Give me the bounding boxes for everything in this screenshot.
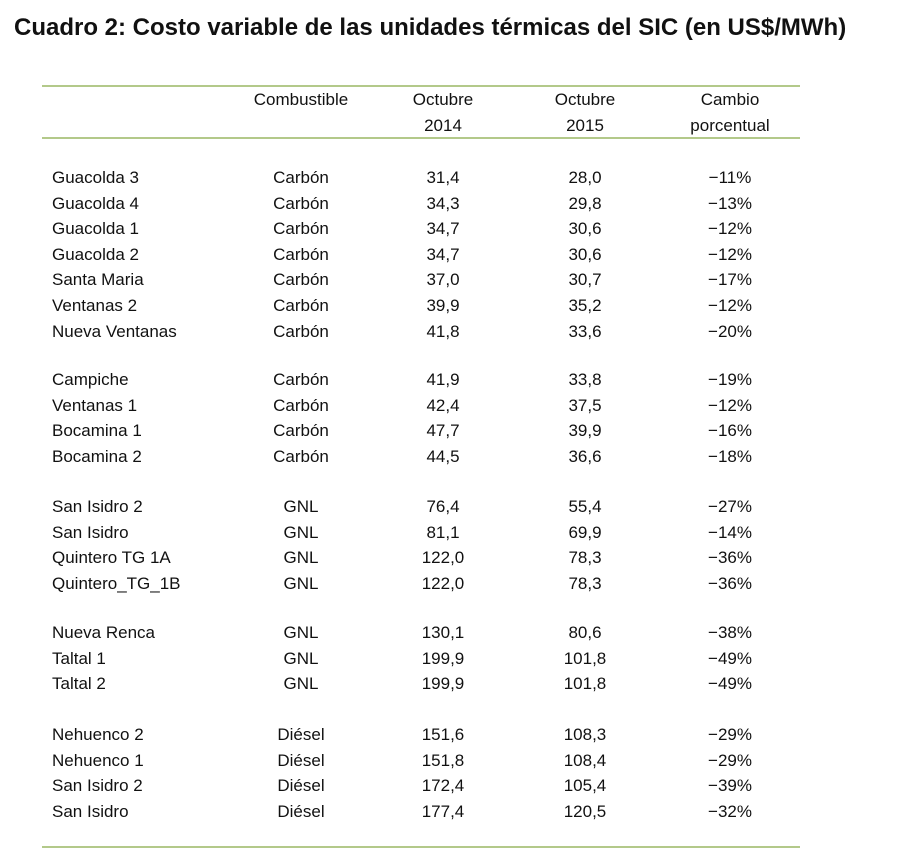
cell-name: Bocamina 2: [52, 446, 142, 466]
table-row: [0, 545, 900, 570]
cell-fuel: Carbón: [273, 219, 329, 239]
table-row: [0, 367, 900, 392]
table-row: [0, 216, 900, 241]
cell-fuel: Carbón: [273, 168, 329, 187]
cell-name: Ventanas 1: [52, 395, 138, 415]
table-row: [0, 571, 900, 596]
header-oct2015-line1: Octubre: [554, 90, 616, 109]
cell-name: Quintero TG 1A: [52, 548, 171, 568]
cell-name: Guacolda 1: [52, 219, 139, 239]
cell-change: −11%: [708, 168, 752, 187]
cell-oct2015: 28,0: [568, 168, 602, 187]
cell-change: −27%: [708, 497, 752, 516]
cell-change: −17%: [708, 270, 752, 290]
cell-name: Guacolda 2: [52, 244, 139, 264]
cell-change: −13%: [708, 193, 752, 213]
cell-name: Taltal 2: [52, 674, 106, 694]
cell-change: −38%: [708, 623, 752, 642]
cell-oct2014: 42,4: [426, 395, 460, 415]
cell-change: −49%: [708, 674, 752, 694]
cell-change: −36%: [708, 548, 752, 568]
cell-oct2015: 33,8: [568, 370, 602, 389]
cell-oct2015: 35,2: [568, 296, 602, 315]
header-change: [670, 87, 790, 139]
cell-name: Ventanas 2: [52, 296, 138, 315]
cell-oct2014: 41,9: [426, 370, 460, 389]
table-row: [0, 722, 900, 747]
table-row: [0, 646, 900, 671]
cell-oct2015: 30,6: [568, 219, 602, 239]
table-row: [0, 165, 900, 190]
cell-oct2015: 33,6: [568, 321, 602, 341]
cell-fuel: GNL: [283, 548, 319, 568]
cell-fuel: Carbón: [273, 244, 329, 264]
table-bottom-rule: [42, 846, 800, 848]
table-row: [0, 748, 900, 773]
cell-name: Campiche: [52, 370, 129, 389]
cell-oct2015: 30,7: [568, 270, 602, 290]
cell-oct2014: 41,8: [426, 321, 460, 341]
cell-name: Nehuenco 1: [52, 750, 144, 770]
table-row: [0, 191, 900, 216]
cell-fuel: Carbón: [273, 296, 329, 315]
cell-change: −14%: [708, 522, 752, 542]
cell-fuel: GNL: [283, 674, 319, 694]
cell-oct2014: 81,1: [426, 522, 460, 542]
cell-oct2014: 47,7: [426, 421, 460, 441]
cell-oct2014: 199,9: [421, 674, 465, 694]
cell-name: Guacolda 4: [52, 193, 139, 213]
table-row: [0, 773, 900, 798]
cell-oct2014: 177,4: [421, 801, 465, 821]
cell-change: −12%: [708, 395, 752, 415]
cell-fuel: Carbón: [273, 321, 329, 341]
cell-oct2014: 130,1: [421, 623, 465, 642]
table-row: [0, 520, 900, 545]
cell-oct2014: 122,0: [421, 573, 465, 593]
cell-oct2014: 39,9: [426, 296, 460, 315]
cell-oct2015: 101,8: [563, 648, 607, 668]
cell-change: −20%: [708, 321, 752, 341]
cell-name: Nehuenco 2: [52, 725, 144, 744]
header-fuel: [230, 87, 372, 113]
cell-oct2015: 108,3: [563, 725, 607, 744]
cell-oct2014: 31,4: [426, 168, 460, 187]
cell-oct2015: 29,8: [568, 193, 602, 213]
cell-change: −29%: [708, 750, 752, 770]
cell-oct2014: 199,9: [421, 648, 465, 668]
cell-name: Taltal 1: [52, 648, 106, 668]
cell-oct2014: 76,4: [426, 497, 460, 516]
cell-name: San Isidro: [52, 522, 129, 542]
cell-oct2014: 151,8: [421, 750, 465, 770]
cell-fuel: Diésel: [277, 801, 325, 821]
table-row: [0, 444, 900, 469]
cell-fuel: GNL: [283, 497, 319, 516]
header-oct2015: [535, 87, 635, 139]
cell-oct2015: 78,3: [568, 573, 602, 593]
cell-oct2014: 37,0: [426, 270, 460, 290]
cell-change: −18%: [708, 446, 752, 466]
cell-change: −12%: [708, 219, 752, 239]
cell-oct2014: 34,7: [426, 244, 460, 264]
header-oct2014: [393, 87, 493, 139]
cell-name: Santa Maria: [52, 270, 144, 290]
cell-fuel: Carbón: [273, 421, 329, 441]
cell-oct2015: 78,3: [568, 548, 602, 568]
cell-change: −12%: [708, 244, 752, 264]
cell-change: −12%: [708, 296, 752, 315]
cell-oct2015: 101,8: [563, 674, 607, 694]
table-row: [0, 319, 900, 344]
cell-oct2014: 122,0: [421, 548, 465, 568]
cell-oct2014: 172,4: [421, 776, 465, 796]
cell-oct2015: 120,5: [563, 801, 607, 821]
cell-fuel: Carbón: [273, 446, 329, 466]
cell-oct2015: 80,6: [568, 623, 602, 642]
header-fuel-label: Combustible: [253, 90, 349, 109]
cell-oct2014: 34,7: [426, 219, 460, 239]
cell-fuel: GNL: [283, 573, 319, 593]
table-row: [0, 267, 900, 292]
table-row: [0, 799, 900, 824]
cell-name: San Isidro 2: [52, 776, 143, 796]
page-title: Cuadro 2: Costo variable de las unidades térmicas del SIC (en US$/MWh): [14, 14, 847, 41]
cell-name: Quintero_TG_1B: [52, 573, 181, 593]
cell-oct2015: 69,9: [568, 522, 602, 542]
cell-oct2015: 36,6: [568, 446, 602, 466]
cell-fuel: Carbón: [273, 395, 329, 415]
cell-name: Bocamina 1: [52, 421, 142, 441]
cell-change: −19%: [708, 370, 752, 389]
table-row: [0, 418, 900, 443]
header-change-line2: porcentual: [690, 116, 770, 135]
cell-fuel: Diésel: [277, 776, 325, 796]
cell-fuel: Diésel: [277, 725, 325, 744]
cell-oct2015: 37,5: [568, 395, 602, 415]
cell-name: Guacolda 3: [52, 168, 139, 187]
cell-oct2015: 105,4: [563, 776, 607, 796]
table-row: [0, 293, 900, 318]
header-bottom-rule: [42, 137, 800, 139]
cell-fuel: Diésel: [277, 750, 325, 770]
cell-oct2015: 30,6: [568, 244, 602, 264]
cell-oct2015: 39,9: [568, 421, 602, 441]
cell-change: −32%: [708, 801, 752, 821]
cell-name: Nueva Renca: [52, 623, 156, 642]
cell-change: −49%: [708, 648, 752, 668]
cell-oct2014: 34,3: [426, 193, 460, 213]
cell-change: −16%: [708, 421, 752, 441]
table-row: [0, 671, 900, 696]
cell-oct2014: 44,5: [426, 446, 460, 466]
cell-fuel: GNL: [283, 648, 319, 668]
cell-name: Nueva Ventanas: [52, 321, 177, 341]
table-row: [0, 393, 900, 418]
table-row: [0, 494, 900, 519]
cell-fuel: Carbón: [273, 370, 329, 389]
cell-change: −39%: [708, 776, 752, 796]
header-oct2014-line1: Octubre: [412, 90, 474, 109]
cell-oct2015: 108,4: [563, 750, 607, 770]
header-oct2015-line2: 2015: [566, 116, 604, 135]
cell-name: San Isidro: [52, 801, 129, 821]
cell-fuel: Carbón: [273, 270, 329, 290]
cell-fuel: GNL: [283, 623, 319, 642]
header-change-line1: Cambio: [700, 90, 760, 109]
cell-change: −36%: [708, 573, 752, 593]
cell-oct2014: 151,6: [421, 725, 465, 744]
cell-oct2015: 55,4: [568, 497, 602, 516]
table-row: [0, 620, 900, 645]
header-oct2014-line2: 2014: [424, 116, 462, 135]
cell-fuel: GNL: [283, 522, 319, 542]
cell-fuel: Carbón: [273, 193, 329, 213]
table-row: [0, 242, 900, 267]
cell-change: −29%: [708, 725, 752, 744]
cell-name: San Isidro 2: [52, 497, 143, 516]
